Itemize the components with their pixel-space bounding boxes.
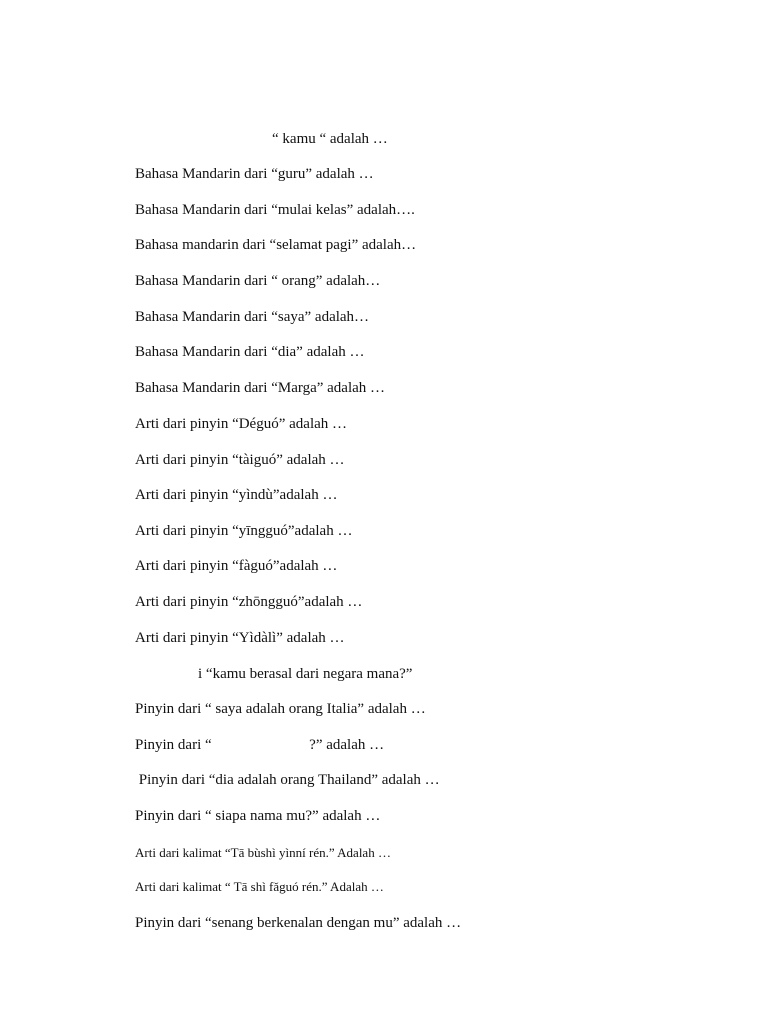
- question-line: i “kamu berasal dari negara mana?”: [198, 666, 413, 682]
- question-line: Pinyin dari “senang berkenalan dengan mu” adalah …: [135, 915, 462, 931]
- question-line: Arti dari pinyin “fàguó”adalah …: [135, 558, 338, 574]
- question-line: Bahasa Mandarin dari “mulai kelas” adalah….: [135, 202, 415, 218]
- question-line: Arti dari pinyin “yīngguó”adalah …: [135, 523, 353, 539]
- question-line: Arti dari pinyin “Déguó” adalah …: [135, 416, 348, 432]
- question-line: Pinyin dari “ ?” adalah …: [135, 737, 385, 753]
- question-line: Bahasa Mandarin dari “ orang” adalah…: [135, 273, 381, 289]
- question-line: Bahasa Mandarin dari “saya” adalah…: [135, 309, 370, 325]
- question-line: Pinyin dari “ saya adalah orang Italia” adalah …: [135, 701, 426, 717]
- question-line: Bahasa Mandarin dari “guru” adalah …: [135, 166, 374, 182]
- question-line: Pinyin dari “dia adalah orang Thailand” adalah …: [135, 772, 440, 788]
- question-line: Arti dari pinyin “yìndù”adalah …: [135, 487, 338, 503]
- question-line: Arti dari pinyin “Yìdàlì” adalah …: [135, 630, 345, 646]
- question-line: Bahasa Mandarin dari “dia” adalah …: [135, 344, 365, 360]
- question-line: Arti dari pinyin “tàiguó” adalah …: [135, 452, 345, 468]
- question-line: Bahasa mandarin dari “selamat pagi” adalah…: [135, 237, 417, 253]
- question-line: “ kamu “ adalah …: [272, 131, 388, 147]
- question-line: Arti dari kalimat “Tā bùshì yìnní rén.” Adalah …: [135, 845, 391, 860]
- question-line: Arti dari pinyin “zhōngguó”adalah …: [135, 594, 363, 610]
- question-line: Arti dari kalimat “ Tā shì fǎguó rén.” Adalah …: [135, 879, 384, 894]
- question-line: Bahasa Mandarin dari “Marga” adalah …: [135, 380, 386, 396]
- question-line: Pinyin dari “ siapa nama mu?” adalah …: [135, 808, 381, 824]
